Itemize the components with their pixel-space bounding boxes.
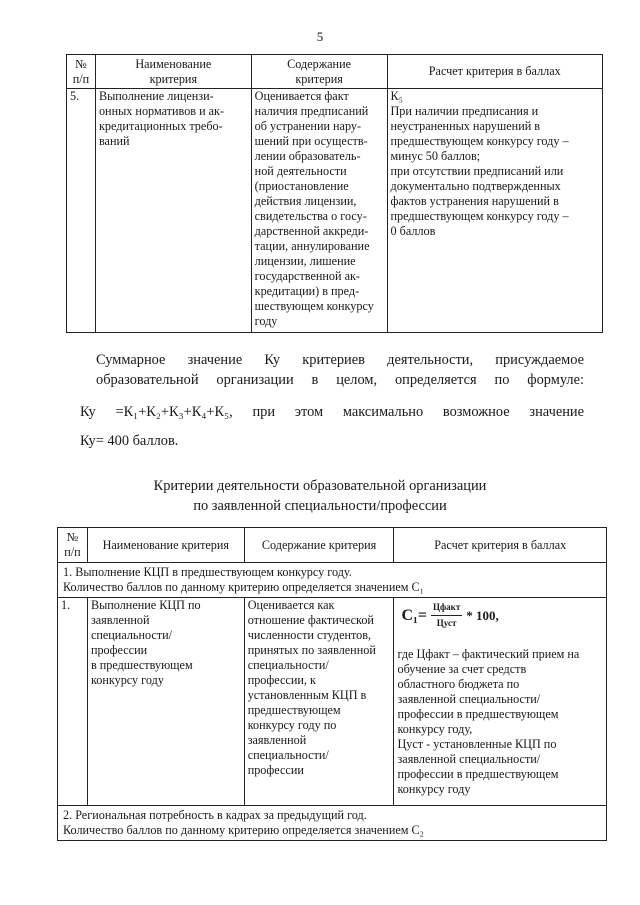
row-num: 5. [67,89,96,333]
formula-line: Ку =К₁+К₂+К₃+К₄+К₅, при этом максимально возможное значение [80,404,584,420]
row-name: Выполнение лицензи- онных нормативов и ак- кредитационных требо- ваний [95,89,251,333]
header-calc: Расчет критерия в баллах [394,528,607,563]
c1-formula [401,600,603,631]
header-num: № п/п [58,528,88,563]
row-name: Выполнение КЦП по заявленной специальности/ профессии в предшествующем конкурсу году [87,598,244,806]
criteria-table-2 [57,527,607,841]
header-content: Содержание критерия [251,55,387,89]
formula-denominator: Цуст [436,618,457,628]
section-row-2: 2. Региональная потребность в кадрах за предыдущий год. Количество баллов по данному критерию определяется значением С₂ [58,806,607,841]
row-calc: где Цфакт – фактический прием на обучение за счет средств областного бюджета по заявленной специальности/ профессии в предшествующем конкурсу году, Цуст - установленные КЦП по заявленной специальности/ профессии в предшествующем конкурсу году [397,647,580,796]
formula-lhs: С₁= [401,607,427,624]
header-calc: Расчет критерия в баллах [387,55,603,89]
formula-numerator: Цфакт [431,600,462,616]
section-heading-1: Критерии деятельности образовательной организации [153,478,487,494]
page-number: 5 [316,29,324,44]
header-name: Наименование критерия [95,55,251,89]
row-calc-cell [394,598,607,806]
formula-max: Ку= 400 баллов. [80,433,179,449]
formula-rhs: * 100, [466,608,499,623]
paragraph-line-1 [96,350,584,390]
formula-fraction [431,600,462,631]
section-heading-2: по заявленной специальности/профессии [193,498,447,514]
header-name: Наименование критерия [87,528,244,563]
row-calc: К₅ При наличии предписания и неустраненных нарушений в предшествующем конкурсу году – минус 50 баллов; при отсутствии предписаний или документально подтвержденных фактов устранения нарушений в предшествующем конкурсу году – 0 баллов [387,89,603,333]
section-row-1: 1. Выполнение КЦП в предшествующем конкурсу году. Количество баллов по данному критерию определяется значением С₁ [58,563,607,598]
criteria-table-1 [66,54,603,333]
row-content: Оценивается факт наличия предписаний об устранении нару- шений при осуществ- лении образователь- ной деятельности (приостановление действия лицензии, свидетельства о госу- дарственной аккреди- тации, аннулирование лицензии, лишение государственной ак- кредитации) в пред- шествующем конкурсу году [251,89,387,333]
row-num: 1. [58,598,88,806]
row-content: Оценивается как отношение фактической численности студентов, принятых по заявленной специальности/ профессии, к установленным КЦП в предшествующем конкурсу году по заявленной специальности/ профессии [244,598,394,806]
paragraph-text: Суммарное значение Ку критериев деятельности, присуждаемое образовательной организации в целом, определяется по формуле: [96,352,584,388]
header-content: Содержание критерия [244,528,394,563]
header-num: № п/п [67,55,96,89]
